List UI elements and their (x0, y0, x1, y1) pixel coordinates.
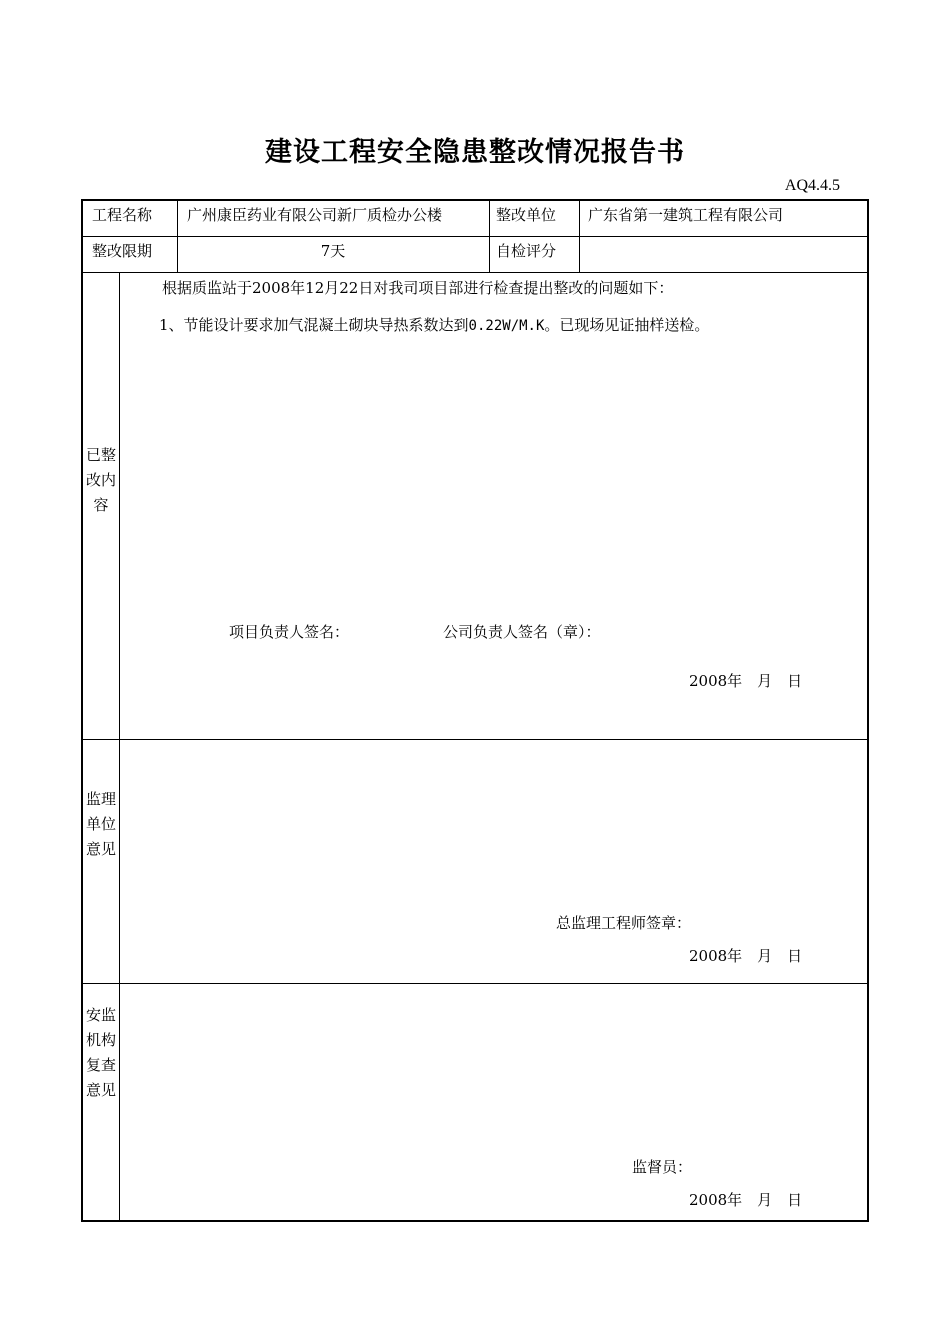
inspector-signature: 监督员： (632, 1158, 693, 1176)
section-safety-date: 2008年 月 日 (689, 1191, 803, 1209)
company-leader-signature: 公司负责人签名（章）： (443, 623, 601, 641)
section-supervision-date: 2008年 月 日 (689, 947, 803, 965)
deadline-label: 整改限期 (92, 242, 153, 260)
col-divider (119, 272, 120, 1222)
inspection-intro: 根据质监站于2008年12月22日对我司项目部进行检查提出整改的问题如下： (162, 279, 674, 297)
project-name-label: 工程名称 (92, 206, 153, 224)
project-name-value: 广州康臣药业有限公司新厂质检办公楼 (187, 206, 443, 224)
section-safety-label: 安监机构复查意见 (85, 1006, 116, 1099)
row-divider (83, 983, 867, 984)
col-divider (177, 201, 178, 272)
deadline-value: 7天 (320, 242, 346, 260)
section-done-label: 已整改内容 (85, 446, 116, 514)
rectify-unit-value: 广东省第一建筑工程有限公司 (588, 206, 784, 224)
row-divider (83, 236, 867, 237)
rectify-item-1-suffix: 。已现场见证抽样送检。 (544, 316, 710, 334)
rectify-unit-label: 整改单位 (496, 206, 557, 224)
col-divider (489, 201, 490, 272)
rectify-item-1-prefix: 1、节能设计要求加气混凝土砌块导热系数达到 (159, 316, 469, 334)
col-divider (579, 201, 580, 272)
section-done-date: 2008年 月 日 (689, 672, 803, 690)
document-title: 建设工程安全隐患整改情况报告书 (265, 137, 685, 168)
chief-supervisor-signature: 总监理工程师签章： (556, 914, 692, 932)
row-divider (83, 272, 867, 273)
rectify-item-1 (159, 314, 709, 335)
rectify-item-1-value: 0.22W/M.K (468, 318, 545, 334)
section-supervision-label: 监理单位意见 (85, 790, 116, 858)
row-divider (83, 739, 867, 740)
form-code: AQ4.4.5 (784, 177, 840, 194)
project-leader-signature: 项目负责人签名： (229, 623, 350, 641)
report-table (81, 199, 869, 1222)
self-score-label: 自检评分 (496, 242, 557, 260)
